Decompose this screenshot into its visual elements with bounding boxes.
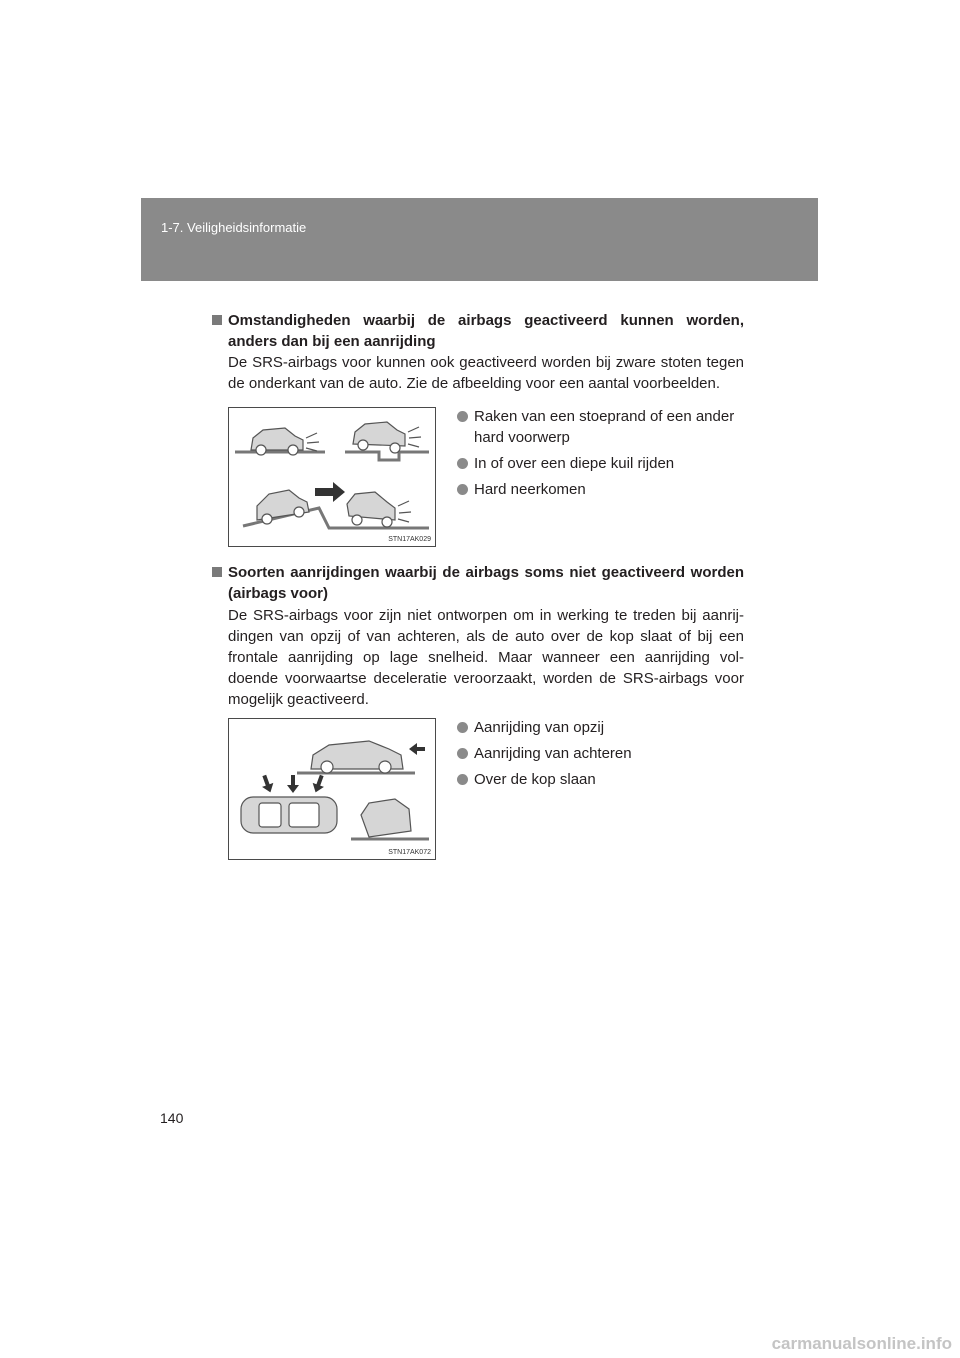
section1-body: De SRS-airbags voor kunnen ook geactiveerd worden bij zware stoten tegen de onderkant van de auto. Zie de afbeelding voor een aantal voorbeelden. xyxy=(228,354,744,392)
section-header-bar xyxy=(141,198,818,281)
page-number: 140 xyxy=(160,1110,184,1126)
underbody-impact-illustration xyxy=(229,408,435,546)
non-deploy-collision-illustration xyxy=(229,719,435,859)
round-bullet-icon xyxy=(457,722,468,733)
section2-heading-text: Soorten aanrijdingen waarbij de airbags soms niet geactiveerd worden (airbags voor) xyxy=(228,564,744,602)
list-item: Aanrijding van achteren xyxy=(457,743,757,764)
section2-heading xyxy=(212,562,744,604)
figure-underbody-impacts xyxy=(228,407,436,547)
section1-heading xyxy=(212,310,744,352)
list-item: Hard neerkomen xyxy=(457,479,757,500)
square-bullet-icon xyxy=(212,567,222,577)
section2-bullet-list xyxy=(457,717,757,795)
watermark: carmanualsonline.info xyxy=(771,1334,952,1353)
section1-bullet-list xyxy=(457,406,757,505)
figure-code: STN17AK029 xyxy=(388,536,431,543)
list-item: In of over een diepe kuil rijden xyxy=(457,453,757,474)
list-item: Aanrijding van opzij xyxy=(457,717,757,738)
round-bullet-icon xyxy=(457,748,468,759)
round-bullet-icon xyxy=(457,774,468,785)
square-bullet-icon xyxy=(212,315,222,325)
figure-non-deploy-collisions xyxy=(228,718,436,860)
list-item: Raken van een stoeprand of een ander hard voorwerp xyxy=(457,406,757,448)
section2-body: De SRS-airbags voor zijn niet ontworpen om in werking te treden bij aanrij- dingen van opzij of van achteren, als de auto over de kop slaat of bij een frontale aanrijding op lage snelheid. Maar wanneer een aanrijding vol- doende voorwaartse deceleratie veroorzaakt, worden de SRS-airbags voor mogelijk geactiveerd. xyxy=(228,607,744,708)
round-bullet-icon xyxy=(457,411,468,422)
round-bullet-icon xyxy=(457,458,468,469)
list-item: Over de kop slaan xyxy=(457,769,757,790)
section-title: 1-7. Veiligheidsinformatie xyxy=(161,220,307,235)
section1-heading-text: Omstandigheden waarbij de airbags geactiveerd kunnen worden, anders dan bij een aanrijding xyxy=(228,312,744,350)
figure-code: STN17AK072 xyxy=(388,849,431,856)
round-bullet-icon xyxy=(457,484,468,495)
